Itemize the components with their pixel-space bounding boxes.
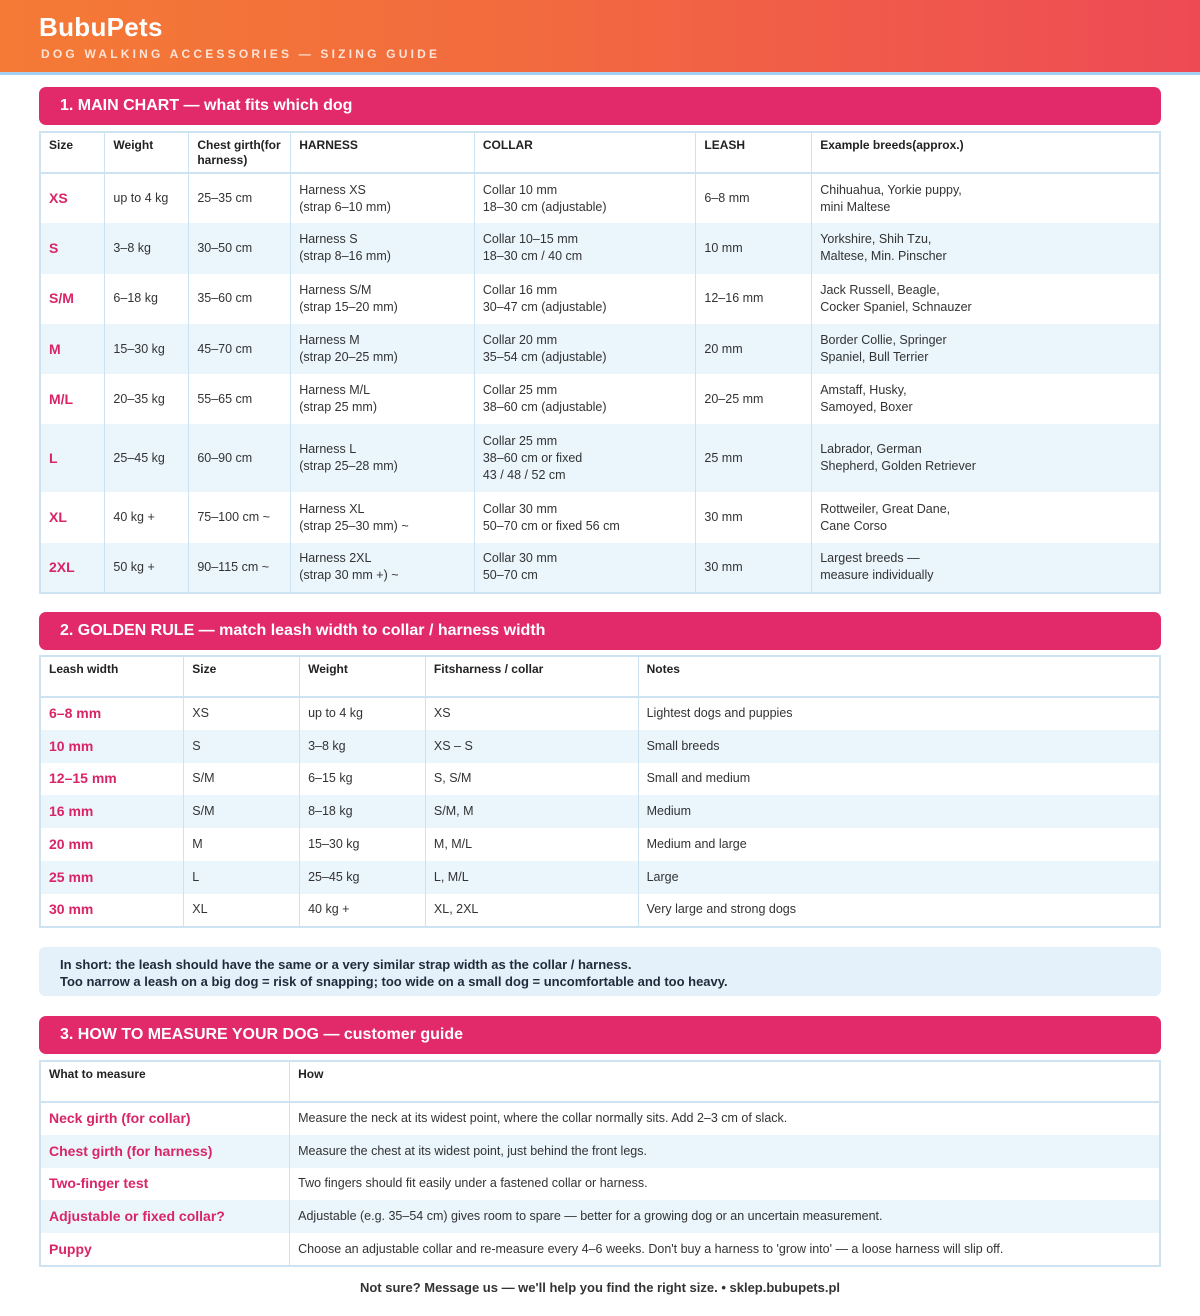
table-row — [40, 374, 1160, 424]
column-header — [425, 656, 638, 697]
harness-cell-line: Harness 2XL — [299, 551, 372, 566]
chest-girth-cell: 30–50 cm — [189, 223, 291, 273]
leash-width-cell: 16 mm — [40, 795, 184, 828]
size-cell: M — [184, 828, 300, 861]
harness-cell-line: (strap 25–28 mm) — [299, 459, 398, 474]
table-row — [40, 173, 1160, 223]
table-row — [40, 223, 1160, 273]
notes-cell: Medium and large — [638, 828, 1160, 861]
notes-cell: Small and medium — [638, 763, 1160, 796]
breeds-cell-line: measure individually — [820, 568, 934, 583]
breeds-cell-line: Yorkshire, Shih Tzu, — [820, 232, 932, 247]
harness-cell-line: Harness XS — [299, 182, 366, 197]
column-header-line: Weight — [308, 662, 348, 676]
harness-cell — [291, 492, 475, 542]
collar-cell-line: 18–30 cm (adjustable) — [482, 199, 607, 214]
summary-line: In short: the leash should have the same or a very similar strap width as the collar / harness. — [60, 957, 632, 972]
weight-cell: 40 kg + — [105, 492, 189, 542]
measure-how-cell: Measure the neck at its widest point, where the collar normally sits. Add 2–3 cm of slack. — [290, 1102, 1160, 1135]
chest-girth-cell: 60–90 cm — [189, 424, 291, 492]
size-cell: XS — [184, 697, 300, 730]
weight-cell: 6–18 kg — [105, 274, 189, 324]
collar-cell — [474, 374, 696, 424]
table-row — [40, 828, 1160, 861]
weight-cell: 25–45 kg — [300, 861, 426, 894]
column-header-line: Size — [192, 662, 217, 676]
harness-cell — [291, 543, 475, 593]
weight-cell: 15–30 kg — [105, 324, 189, 374]
golden-rule-summary — [39, 947, 1161, 996]
main-size-chart — [39, 131, 1161, 594]
leash-cell: 20–25 mm — [696, 374, 812, 424]
column-header-line: COLLAR — [482, 138, 533, 152]
table-row — [40, 424, 1160, 492]
breeds-cell-line: Border Collie, Springer — [820, 333, 947, 348]
column-header — [40, 1061, 290, 1102]
fits-cell: L, M/L — [425, 861, 638, 894]
column-header-line: Notes — [646, 662, 680, 676]
breeds-cell-line: Jack Russell, Beagle, — [820, 282, 940, 297]
collar-cell — [474, 173, 696, 223]
harness-cell-line: (strap 20–25 mm) — [299, 350, 398, 365]
table-row — [40, 274, 1160, 324]
breeds-cell — [812, 492, 1160, 542]
breeds-cell-line: Cocker Spaniel, Schnauzer — [820, 299, 972, 314]
table-row — [40, 1168, 1160, 1201]
size-cell: XL — [184, 894, 300, 927]
size-cell: M/L — [40, 374, 105, 424]
table-row — [40, 1135, 1160, 1168]
harness-cell — [291, 223, 475, 273]
measure-guide-table — [39, 1060, 1161, 1267]
harness-cell — [291, 374, 475, 424]
size-cell: L — [40, 424, 105, 492]
harness-cell-line: (strap 30 mm +) ~ — [299, 568, 399, 583]
chest-girth-cell: 45–70 cm — [189, 324, 291, 374]
table-row — [40, 1102, 1160, 1135]
fits-cell: XL, 2XL — [425, 894, 638, 927]
column-header-line: harness / collar — [455, 662, 544, 676]
column-header-line: LEASH — [704, 138, 746, 152]
table-row — [40, 1233, 1160, 1266]
leash-width-cell: 6–8 mm — [40, 697, 184, 730]
column-header — [290, 1061, 1160, 1102]
measure-how-cell: Measure the chest at its widest point, just behind the front legs. — [290, 1135, 1160, 1168]
collar-cell-line: Collar 25 mm — [482, 433, 558, 448]
fits-cell: S, S/M — [425, 763, 638, 796]
breeds-cell-line: Samoyed, Boxer — [820, 400, 913, 415]
column-header-line: (for harness) — [197, 138, 281, 167]
breeds-cell-line: Spaniel, Bull Terrier — [820, 350, 929, 365]
column-header — [184, 656, 300, 697]
leash-cell: 6–8 mm — [696, 173, 812, 223]
fits-cell: XS — [425, 697, 638, 730]
notes-cell: Small breeds — [638, 730, 1160, 763]
section-title-main-chart: 1. MAIN CHART — what fits which dog — [39, 87, 1161, 125]
weight-cell: up to 4 kg — [300, 697, 426, 730]
column-header-line: HARNESS — [299, 138, 358, 152]
weight-cell: 6–15 kg — [300, 763, 426, 796]
harness-cell — [291, 173, 475, 223]
collar-cell-line: Collar 30 mm — [482, 501, 558, 516]
collar-cell-line: 50–70 cm or fixed 56 cm — [482, 518, 620, 533]
measure-item-cell: Puppy — [40, 1233, 290, 1266]
size-cell: S/M — [40, 274, 105, 324]
leash-width-cell: 20 mm — [40, 828, 184, 861]
notes-cell: Very large and strong dogs — [638, 894, 1160, 927]
section-title-how-to-measure: 3. HOW TO MEASURE YOUR DOG — customer guide — [39, 1016, 1161, 1054]
harness-cell-line: (strap 25 mm) — [299, 400, 377, 415]
column-header-line: Weight — [113, 138, 154, 152]
size-cell: S/M — [184, 795, 300, 828]
notes-cell: Lightest dogs and puppies — [638, 697, 1160, 730]
size-cell: S — [40, 223, 105, 273]
column-header-line: Leash width — [49, 662, 119, 676]
collar-cell-line: Collar 10–15 mm — [482, 232, 579, 247]
measure-item-cell: Adjustable or fixed collar? — [40, 1200, 290, 1233]
size-cell: M — [40, 324, 105, 374]
measure-how-cell: Choose an adjustable collar and re-measure every 4–6 weeks. Don't buy a harness to 'grow into' — a loose harness will slip off. — [290, 1233, 1160, 1266]
collar-cell-line: Collar 25 mm — [482, 383, 558, 398]
notes-cell: Large — [638, 861, 1160, 894]
size-cell: L — [184, 861, 300, 894]
column-header — [300, 656, 426, 697]
breeds-cell-line: Largest breeds — — [820, 551, 920, 566]
header-divider — [0, 72, 1200, 75]
collar-cell — [474, 543, 696, 593]
chest-girth-cell: 90–115 cm ~ — [189, 543, 291, 593]
weight-cell: 8–18 kg — [300, 795, 426, 828]
breeds-cell — [812, 374, 1160, 424]
measure-item-cell: Neck girth (for collar) — [40, 1102, 290, 1135]
harness-cell-line: (strap 25–30 mm) ~ — [299, 518, 409, 533]
column-header-line: Example breeds — [820, 138, 913, 152]
breeds-cell — [812, 324, 1160, 374]
harness-cell-line: Harness L — [299, 442, 357, 457]
column-header — [189, 132, 291, 173]
summary-line: Too narrow a leash on a big dog = risk of snapping; too wide on a small dog = uncomfortable and too heavy. — [60, 974, 728, 989]
leash-cell: 10 mm — [696, 223, 812, 273]
harness-cell — [291, 424, 475, 492]
leash-width-table — [39, 655, 1161, 928]
size-cell: XL — [40, 492, 105, 542]
collar-cell-line: 30–47 cm (adjustable) — [482, 299, 607, 314]
table-row — [40, 763, 1160, 796]
leash-width-cell: 30 mm — [40, 894, 184, 927]
table-row — [40, 730, 1160, 763]
breeds-cell-line: Amstaff, Husky, — [820, 383, 907, 398]
table-row — [40, 1200, 1160, 1233]
collar-cell — [474, 492, 696, 542]
leash-width-cell: 12–15 mm — [40, 763, 184, 796]
harness-cell-line: Harness M — [299, 333, 360, 348]
collar-cell-line: 35–54 cm (adjustable) — [482, 350, 607, 365]
column-header-line: (approx.) — [912, 138, 964, 152]
collar-cell-line: Collar 10 mm — [482, 182, 558, 197]
header-banner — [0, 0, 1200, 72]
weight-cell: 50 kg + — [105, 543, 189, 593]
fits-cell: XS – S — [425, 730, 638, 763]
harness-cell-line: Harness M/L — [299, 383, 371, 398]
table-row — [40, 861, 1160, 894]
breeds-cell-line: mini Maltese — [820, 199, 891, 214]
brand-name: BubuPets — [39, 12, 163, 42]
leash-cell: 30 mm — [696, 492, 812, 542]
leash-cell: 12–16 mm — [696, 274, 812, 324]
collar-cell-line: Collar 20 mm — [482, 333, 558, 348]
table-row — [40, 894, 1160, 927]
column-header-line: Chest girth — [197, 138, 261, 152]
notes-cell: Medium — [638, 795, 1160, 828]
column-header — [105, 132, 189, 173]
measure-how-cell: Two fingers should fit easily under a fastened collar or harness. — [290, 1168, 1160, 1201]
size-cell: S — [184, 730, 300, 763]
breeds-cell-line: Maltese, Min. Pinscher — [820, 249, 947, 264]
column-header — [291, 132, 475, 173]
column-header — [696, 132, 812, 173]
harness-cell-line: Harness S/M — [299, 282, 372, 297]
collar-cell-line: Collar 30 mm — [482, 551, 558, 566]
chest-girth-cell: 75–100 cm ~ — [189, 492, 291, 542]
collar-cell — [474, 223, 696, 273]
collar-cell-line: 43 / 48 / 52 cm — [482, 467, 566, 482]
column-header-line: Size — [49, 138, 74, 152]
harness-cell-line: (strap 15–20 mm) — [299, 299, 398, 314]
measure-item-cell: Two-finger test — [40, 1168, 290, 1201]
measure-how-cell: Adjustable (e.g. 35–54 cm) gives room to spare — better for a growing dog or an uncertain measurement. — [290, 1200, 1160, 1233]
breeds-cell-line: Rottweiler, Great Dane, — [820, 501, 951, 516]
collar-cell-line: 38–60 cm (adjustable) — [482, 400, 607, 415]
column-header-line: Fits — [433, 662, 456, 676]
table-row — [40, 795, 1160, 828]
collar-cell — [474, 424, 696, 492]
breeds-cell — [812, 424, 1160, 492]
brand-tagline: DOG WALKING ACCESSORIES — SIZING GUIDE — [41, 47, 441, 61]
breeds-cell — [812, 274, 1160, 324]
column-header — [40, 132, 105, 173]
leash-cell: 25 mm — [696, 424, 812, 492]
size-cell: S/M — [184, 763, 300, 796]
collar-cell — [474, 324, 696, 374]
chest-girth-cell: 55–65 cm — [189, 374, 291, 424]
breeds-cell — [812, 223, 1160, 273]
breeds-cell-line: Labrador, German — [820, 442, 922, 457]
collar-cell-line: 38–60 cm or fixed — [482, 450, 583, 465]
harness-cell — [291, 274, 475, 324]
measure-item-cell: Chest girth (for harness) — [40, 1135, 290, 1168]
harness-cell — [291, 324, 475, 374]
collar-cell-line: 50–70 cm — [482, 568, 538, 583]
column-header — [40, 656, 184, 697]
leash-width-cell: 10 mm — [40, 730, 184, 763]
size-cell: XS — [40, 173, 105, 223]
column-header-line: What to measure — [49, 1067, 146, 1081]
chest-girth-cell: 25–35 cm — [189, 173, 291, 223]
harness-cell-line: (strap 8–16 mm) — [299, 249, 391, 264]
column-header-line: How — [298, 1067, 324, 1081]
breeds-cell-line: Chihuahua, Yorkie puppy, — [820, 182, 962, 197]
size-cell: 2XL — [40, 543, 105, 593]
breeds-cell-line: Shepherd, Golden Retriever — [820, 459, 976, 474]
harness-cell-line: (strap 6–10 mm) — [299, 199, 391, 214]
breeds-cell — [812, 173, 1160, 223]
breeds-cell — [812, 543, 1160, 593]
weight-cell: 3–8 kg — [300, 730, 426, 763]
harness-cell-line: Harness S — [299, 232, 358, 247]
section-title-golden-rule: 2. GOLDEN RULE — match leash width to collar / harness width — [39, 612, 1161, 650]
fits-cell: M, M/L — [425, 828, 638, 861]
chest-girth-cell: 35–60 cm — [189, 274, 291, 324]
weight-cell: 25–45 kg — [105, 424, 189, 492]
table-row — [40, 492, 1160, 542]
harness-cell-line: Harness XL — [299, 501, 365, 516]
weight-cell: 3–8 kg — [105, 223, 189, 273]
column-header — [638, 656, 1160, 697]
column-header — [474, 132, 696, 173]
table-row — [40, 543, 1160, 593]
collar-cell-line: Collar 16 mm — [482, 282, 558, 297]
collar-cell — [474, 274, 696, 324]
table-row — [40, 697, 1160, 730]
breeds-cell-line: Cane Corso — [820, 518, 887, 533]
weight-cell: up to 4 kg — [105, 173, 189, 223]
weight-cell: 20–35 kg — [105, 374, 189, 424]
column-header — [812, 132, 1160, 173]
collar-cell-line: 18–30 cm / 40 cm — [482, 249, 583, 264]
leash-cell: 30 mm — [696, 543, 812, 593]
footer-contact: Not sure? Message us — we'll help you find the right size. • sklep.bubupets.pl — [359, 1280, 841, 1295]
weight-cell: 40 kg + — [300, 894, 426, 927]
table-row — [40, 324, 1160, 374]
leash-cell: 20 mm — [696, 324, 812, 374]
weight-cell: 15–30 kg — [300, 828, 426, 861]
fits-cell: S/M, M — [425, 795, 638, 828]
leash-width-cell: 25 mm — [40, 861, 184, 894]
